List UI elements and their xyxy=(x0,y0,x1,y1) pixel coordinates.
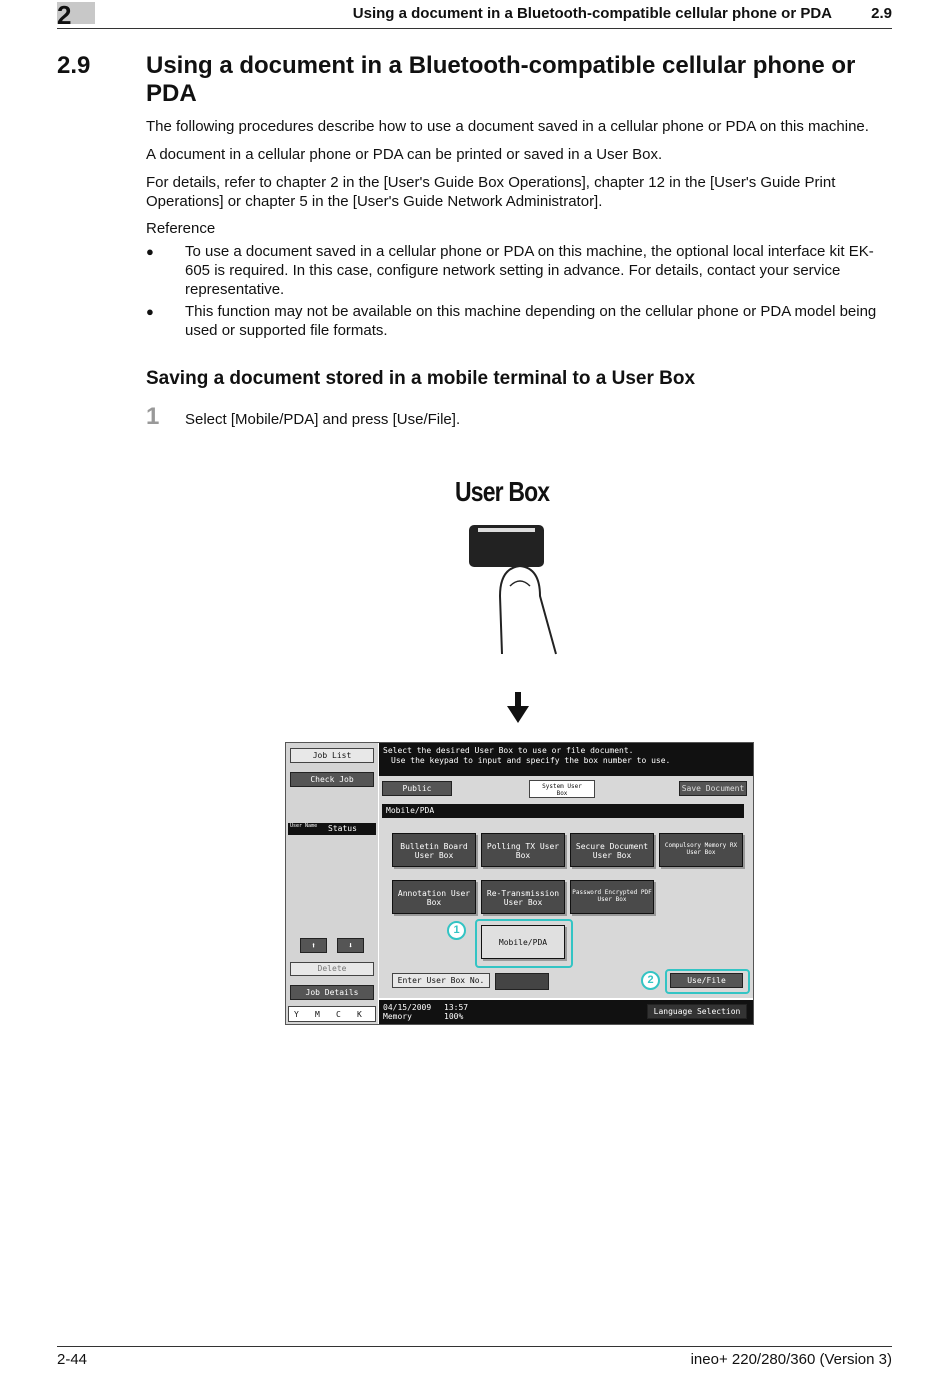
subsection-title: Saving a document stored in a mobile terminal to a User Box xyxy=(146,368,696,389)
bullet-text: To use a document saved in a cellular phone or PDA on this machine, the optional local interface kit EK-605 is required. In this case, configure network setting in advance. For details, contact your service representative. xyxy=(185,243,874,298)
toner-k: K xyxy=(357,1010,362,1019)
use-file-button[interactable]: Use/File xyxy=(670,973,743,988)
message-line-2: Use the keypad to input and specify the box number to use. xyxy=(391,756,671,765)
job-details-button[interactable]: Job Details xyxy=(290,985,374,1000)
toner-c: C xyxy=(336,1010,341,1019)
callout-1-icon: 1 xyxy=(447,921,466,940)
control-panel-screen xyxy=(285,742,754,1025)
step-number: 1 xyxy=(146,403,160,430)
time-text: 13:57 xyxy=(444,1003,469,1012)
running-header-section: 2.9 xyxy=(871,5,892,22)
toner-y: Y xyxy=(294,1010,299,1019)
bullet-icon: ● xyxy=(146,244,154,259)
details-paragraph: For details, refer to chapter 2 in the [User's Guide Box Operations], chapter 12 in the [User's Guide Print Operations] or chapter 5 in the [User's Guide Network Administrator]. xyxy=(146,174,836,210)
delete-button[interactable]: Delete xyxy=(290,962,374,976)
bullet-text: This function may not be available on this machine depending on the cellular phone or PDA model being used or supported file formats. xyxy=(185,303,877,339)
tab-public[interactable]: Public xyxy=(382,781,452,796)
scroll-up-button[interactable]: ⬆ xyxy=(300,938,327,953)
reference-label: Reference xyxy=(146,220,216,237)
memory-label: Memory xyxy=(383,1012,412,1021)
box-number-input[interactable] xyxy=(495,973,549,990)
language-selection-button[interactable]: Language Selection xyxy=(647,1004,747,1019)
toner-m: M xyxy=(315,1010,320,1019)
section-number: 2.9 xyxy=(57,52,91,79)
memory-value: 100% xyxy=(444,1012,464,1021)
annotation-box-button[interactable]: Annotation User Box xyxy=(392,880,476,914)
user-name-header: User Name xyxy=(290,823,318,829)
re-transmission-box-button[interactable]: Re-Transmission User Box xyxy=(481,880,565,914)
check-job-button[interactable]: Check Job xyxy=(290,772,374,787)
finger-press-icon xyxy=(490,556,560,656)
date-text: 04/15/2009 xyxy=(383,1003,432,1012)
left-panel xyxy=(286,743,378,1024)
step-text: Select [Mobile/PDA] and press [Use/File]. xyxy=(185,411,461,428)
category-label: Mobile/PDA xyxy=(382,804,744,818)
key-indicator xyxy=(478,528,535,532)
section-title: Using a document in a Bluetooth-compatible cellular phone or PDA xyxy=(146,52,856,107)
footer-rule xyxy=(57,1346,892,1347)
secure-document-box-button[interactable]: Secure Document User Box xyxy=(570,833,654,867)
job-table-header xyxy=(288,823,376,835)
intro-paragraph: The following procedures describe how to use a document saved in a cellular phone or PDA on this machine. xyxy=(146,118,869,135)
bullet-icon: ● xyxy=(146,304,154,319)
enter-user-box-number-button[interactable]: Enter User Box No. xyxy=(392,973,490,988)
callout-2-icon: 2 xyxy=(641,971,660,990)
status-bar xyxy=(379,1000,753,1024)
intro-paragraph: A document in a cellular phone or PDA can be printed or saved in a User Box. xyxy=(146,146,663,163)
running-header-title: Using a document in a Bluetooth-compatible cellular phone or PDA xyxy=(352,5,832,22)
header-rule xyxy=(57,28,892,29)
page-number: 2-44 xyxy=(57,1351,88,1368)
bulletin-board-box-button[interactable]: Bulletin Board User Box xyxy=(392,833,476,867)
compulsory-memory-rx-box-button[interactable]: Compulsory Memory RX User Box xyxy=(659,833,743,867)
chapter-number: 2 xyxy=(57,0,72,30)
mobile-pda-button[interactable]: Mobile/PDA xyxy=(481,925,565,959)
toner-indicator xyxy=(288,1006,376,1022)
password-encrypted-pdf-box-button[interactable]: Password Encrypted PDF User Box xyxy=(570,880,654,914)
message-bar xyxy=(379,743,753,776)
status-header: Status xyxy=(328,824,357,833)
message-line-1: Select the desired User Box to use or file document. xyxy=(383,746,634,755)
user-box-key-label: User Box xyxy=(455,476,550,507)
save-document-button[interactable]: Save Document xyxy=(679,781,747,796)
polling-tx-box-button[interactable]: Polling TX User Box xyxy=(481,833,565,867)
product-name: ineo+ 220/280/360 (Version 3) xyxy=(690,1351,892,1368)
box-selection-area xyxy=(379,776,753,998)
job-list-button[interactable]: Job List xyxy=(290,748,374,763)
arrow-down-icon xyxy=(507,692,529,724)
tab-system-user-box[interactable]: System User Box xyxy=(529,780,595,798)
scroll-down-button[interactable]: ⬇ xyxy=(337,938,364,953)
